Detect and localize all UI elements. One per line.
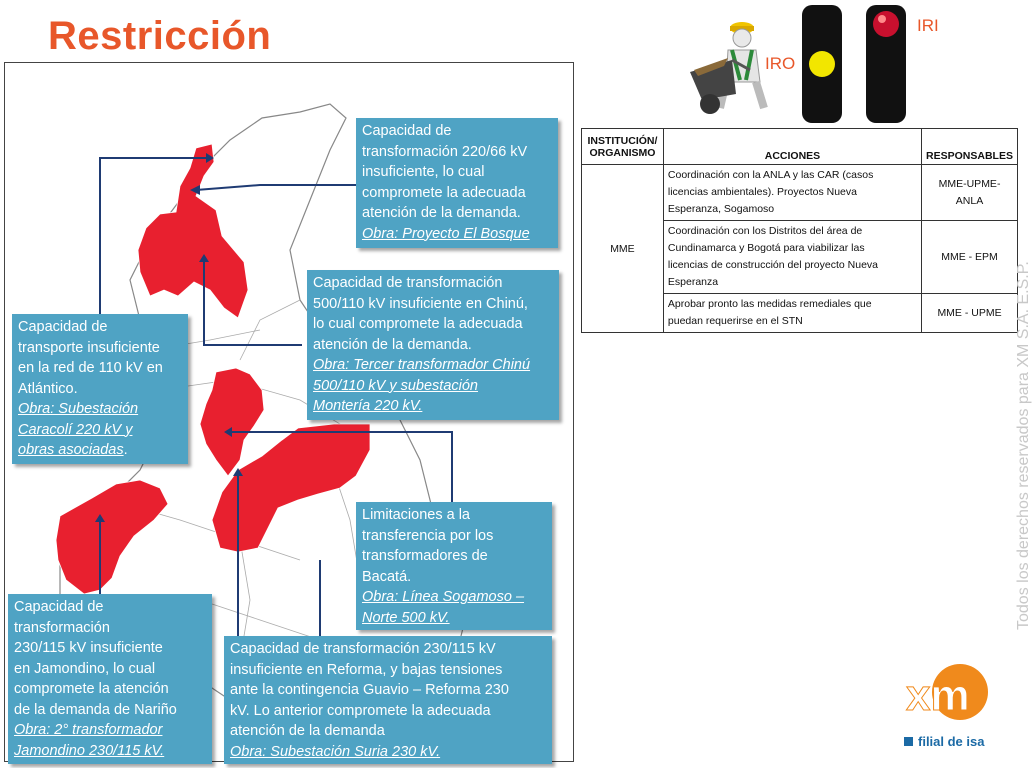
obra-el-bosque: Obra: Proyecto El Bosque — [362, 225, 530, 242]
logo-brand: xm — [906, 671, 970, 720]
obra-bacata-2: Norte 500 kV. — [362, 609, 450, 626]
callout-bacata: Limitaciones a la transferencia por los transformadores de Bacatá. Obra: Línea Sogamoso – Norte 500 kV. — [356, 502, 552, 630]
header-responsables: RESPONSABLES — [922, 129, 1018, 165]
worker-icon — [690, 22, 764, 114]
obra-jamondino-2: Jamondino 230/115 kV. — [14, 742, 165, 759]
copyright-watermark: Todos los derechos reservados para XM S.A. E.S.P. — [1015, 261, 1032, 630]
accion-cell: Coordinación con la ANLA y las CAR (casos licencias ambientales). Proyectos Nueva Esperanza, Sogamoso — [663, 165, 921, 221]
traffic-light-red — [866, 5, 906, 123]
accion-cell: Coordinación con los Distritos del área de Cundinamarca y Bogotá para viabilizar las licencias de construcción del proyecto Nueva Esperanza — [663, 221, 921, 294]
obra-atlantico-2: Caracolí 220 kV y — [18, 421, 133, 438]
accion-cell: Aprobar pronto las medidas remediales que puedan requerirse en el STN — [663, 294, 921, 333]
obra-chinu-2: 500/110 kV y subestación — [313, 377, 478, 394]
institucion-cell: MME — [582, 165, 664, 333]
actions-table — [581, 128, 1018, 333]
obra-atlantico-1: Obra: Subestación — [18, 401, 139, 417]
page-title: Restricción — [48, 14, 272, 58]
callout-jamondino: Capacidad de transformación 230/115 kV insuficiente en Jamondino, lo cual compromete la atención de la demanda de Nariño Obra: 2° transformador Jamondino 230/115 kV. — [8, 594, 212, 764]
obra-chinu-1: Obra: Tercer transformador Chinú — [313, 357, 531, 373]
table-header-row — [582, 129, 1018, 165]
logo-subtitle: filial de isa — [918, 734, 985, 749]
iro-label: IRO — [765, 54, 796, 73]
callout-chinu: Capacidad de transformación 500/110 kV insuficiente en Chinú, lo cual compromete la adecuada atención de la demanda. Obra: Tercer transformador Chinú 500/110 kV y subestación Montería 220 kV. — [307, 270, 559, 420]
obra-jamondino-1: Obra: 2° transformador — [14, 722, 163, 738]
callout-reforma: Capacidad de transformación 230/115 kV insuficiente en Reforma, y bajas tensiones ante la contingencia Guavio – Reforma 230 kV. Lo anterior compromete la adecuada atención de la demanda Obra: Subestación Suria 230 kV. — [224, 636, 552, 764]
obra-chinu-3: Montería 220 kV. — [313, 398, 423, 414]
header-acciones: ACCIONES — [663, 129, 921, 165]
iri-label: IRI — [917, 16, 939, 35]
responsable-cell: MME - EPM — [922, 221, 1018, 294]
responsable-cell: MME-UPME- ANLA — [922, 165, 1018, 221]
obra-bacata-1: Obra: Línea Sogamoso – — [362, 589, 525, 605]
table-row — [582, 165, 1018, 221]
obra-atlantico-3: obras asociadas — [18, 442, 124, 458]
xm-logo — [898, 660, 998, 732]
callout-el-bosque: Capacidad de transformación 220/66 kV insuficiente, lo cual compromete la adecuada atención de la demanda. Obra: Proyecto El Bosque — [356, 118, 558, 248]
callout-atlantico: Capacidad de transporte insuficiente en la red de 110 kV en Atlántico. Obra: Subestación Caracolí 220 kV y obras asociadas. — [12, 314, 188, 464]
logo-square-icon — [904, 737, 913, 746]
responsable-cell: MME - UPME — [922, 294, 1018, 333]
traffic-light-yellow — [802, 5, 842, 123]
obra-reforma: Obra: Subestación Suria 230 kV. — [230, 743, 441, 760]
header-institucion: INSTITUCIÓN/ ORGANISMO — [582, 129, 664, 165]
